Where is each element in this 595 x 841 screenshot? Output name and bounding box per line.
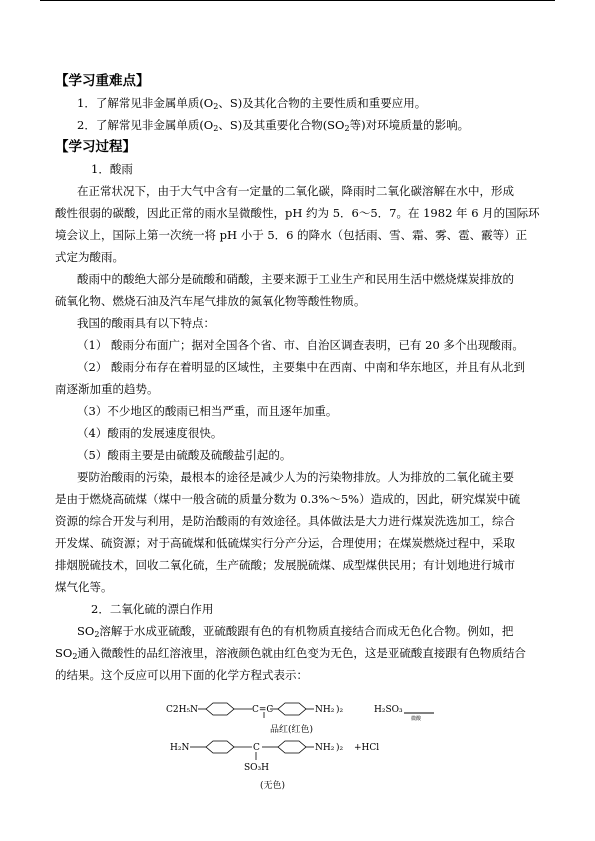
acid-rain-p4-line6: 煤气化等。 (55, 580, 113, 594)
process-heading: 【学习过程】 (55, 139, 136, 155)
r1-left-group: C2H₅N (166, 705, 198, 715)
acid-rain-p4-line4: 开发煤、硫资源；对于高硫煤和低硫煤实行分产分运，合理使用；在煤炭燃烧过程中，采取 (55, 536, 515, 550)
r2-bracket: )₂ (336, 743, 344, 753)
r1-bracket: )₂ (336, 705, 344, 715)
r2-label: (无色) (260, 781, 286, 791)
key-points-heading: 【学习重难点】 (55, 73, 150, 89)
r2-sulfonic-group: SO₃H (244, 763, 270, 773)
r1-reagent: H₂SO₃ (374, 705, 403, 715)
bleaching-line2: $SO_2$通入微酸性的品红溶液里，溶液颜色就由红色变为无色，这是亚硫酸直接跟有色物质结合 (55, 646, 526, 661)
r1-label: 品红(红色) (270, 725, 314, 735)
acid-rain-p1-line2: 酸性很弱的碳酸，因此正常的雨水呈微酸性，pH 约为 5．6～5．7。在 1982 年 6 月的国际环 (55, 206, 540, 220)
acid-rain-p1-line4: 式定为酸雨。 (55, 250, 124, 264)
acid-rain-p2-line2: 硫氧化物、燃烧石油及汽车尾气排放的氮氧化物等酸性物质。 (55, 294, 366, 308)
acid-rain-feature-4: （4）酸雨的发展速度很快。 (77, 426, 223, 440)
r1-condition: 微酸 (411, 716, 422, 722)
document-body (55, 70, 545, 686)
acid-rain-p4-line3: 资源的综合开发与利用，是防治酸雨的有效途径。具体做法是大力进行煤炭洗选加工，综合 (55, 514, 515, 528)
header-rule (40, 0, 555, 1)
acid-rain-feature-1: （1） 酸雨分布面广；据对全国各个省、市、自治区调查表明，已有 20 多个出现酸雨。 (77, 338, 524, 352)
r2-benzene-ring-2 (278, 741, 306, 753)
acid-rain-features-intro: 我国的酸雨具有以下特点： (77, 316, 215, 330)
acid-rain-feature-2-line2: 南逐渐加重的趋势。 (55, 382, 159, 396)
bleaching-title: 2．二氧化硫的漂白作用 (91, 602, 214, 616)
acid-rain-title: 1．酸雨 (91, 162, 133, 176)
acid-rain-feature-3: （3）不少地区的酸雨已相当严重，而且逐年加重。 (77, 404, 338, 418)
r1-benzene-ring-2 (278, 703, 306, 715)
acid-rain-p1-line1: 在正常状况下，由于大气中含有一定量的二氧化碳，降雨时二氧化碳溶解在水中，形成 (77, 184, 514, 198)
acid-rain-feature-5: （5）酸雨主要是由硫酸及硫酸盐引起的。 (77, 448, 292, 462)
key-point-1: 1．了解常见非金属单质($O_2$、S)及其化合物的主要性质和重要应用。 (77, 96, 427, 111)
r1-center-group: C=C (252, 705, 274, 715)
acid-rain-p4-line2: 是由于燃烧高硫煤（煤中一般含硫的质量分数为 0.3%～5%）造成的，因此，研究煤炭中硫 (55, 492, 521, 506)
r2-center-atom: C (253, 743, 260, 753)
chemical-equation (160, 700, 460, 800)
key-point-2: 2．了解常见非金属单质($O_2$、S)及其重要化合物($SO_2$等)对环境质量的影响。 (77, 118, 470, 133)
bleaching-line3: 的结果。这个反应可以用下面的化学方程式表示： (55, 668, 308, 682)
acid-rain-p4-line1: 要防治酸雨的污染，最根本的途径是减少人为的污染物排放。人为排放的二氧化硫主要 (77, 470, 514, 484)
r2-benzene-ring-1 (206, 741, 234, 753)
acid-rain-p4-line5: 排烟脱硫技术，回收二氧化硫，生产硫酸；发展脱硫煤、成型煤供民用；有计划地进行城市 (55, 558, 515, 572)
r1-right-group: NH₂ (315, 705, 335, 715)
acid-rain-p2-line1: 酸雨中的酸绝大部分是硫酸和硝酸，主要来源于工业生产和民用生活中燃烧煤炭排放的 (77, 272, 514, 286)
r2-right-group: NH₂ (315, 743, 335, 753)
acid-rain-feature-2-line1: （2） 酸雨分布存在着明显的区域性，主要集中在西南、中南和华东地区，并且有从北到 (77, 360, 525, 374)
r2-left-group: H₂N (170, 743, 190, 753)
r2-product: +HCl (354, 743, 380, 753)
acid-rain-p1-line3: 境会议上，国际上第一次统一将 pH 小于 5．6 的降水（包括雨、雪、霜、雾、雹、霰等）正 (55, 228, 528, 242)
bleaching-line1: $SO_2$溶解于水成亚硫酸，亚硫酸跟有色的有机物质直接结合而成无色化合物。例如，把 (77, 624, 514, 639)
r1-benzene-ring-1 (206, 703, 234, 715)
